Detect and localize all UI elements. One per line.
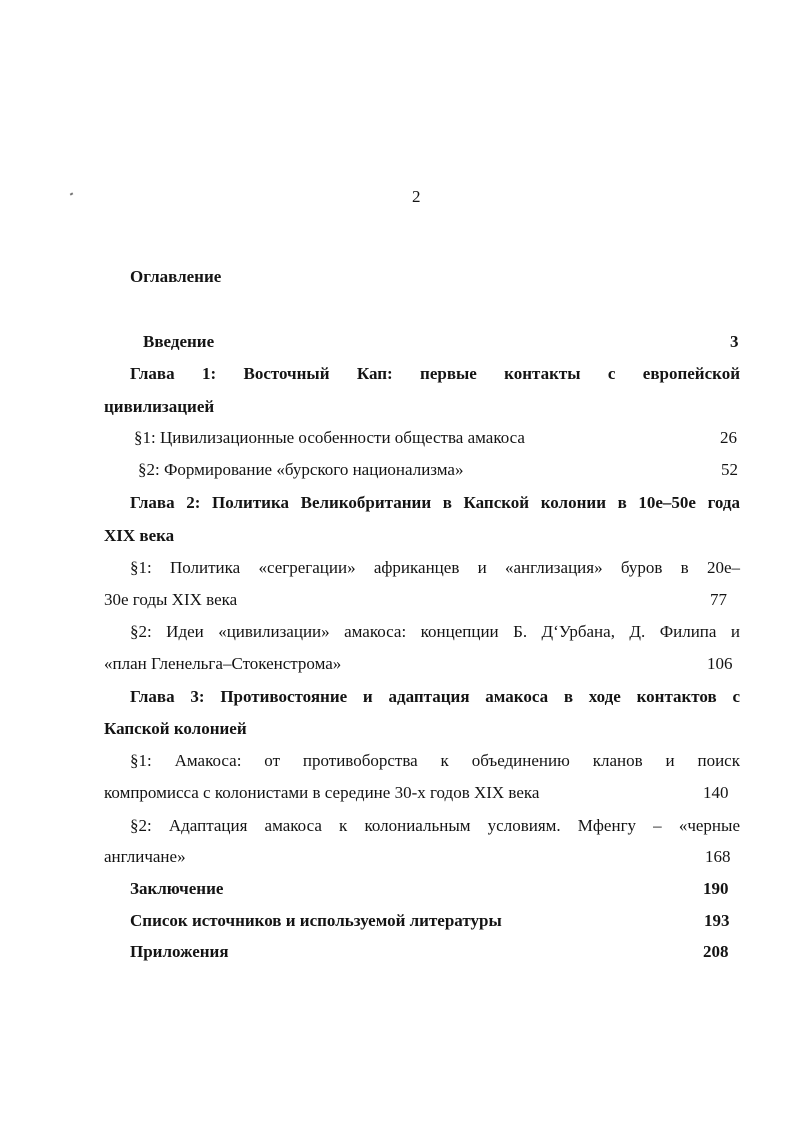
- toc-ch2-section-1-line1: §1: Политика «сегрегации» африканцев и «англизация» буров в 20е–: [130, 558, 740, 577]
- toc-ch1-section-2-page: 52: [721, 460, 738, 479]
- toc-chapter-3-line1: Глава 3: Противостояние и адаптация амакоса в ходе контактов с: [130, 687, 740, 706]
- toc-ch2-section-1-line2: 30е годы XIX века: [104, 590, 238, 609]
- toc-ch3-section-2-page: 168: [705, 847, 731, 866]
- toc-appendix-page: 208: [703, 942, 729, 961]
- scan-speck: [70, 192, 74, 195]
- toc-chapter-2-line2: XIX века: [104, 526, 175, 545]
- toc-ch3-section-2-line1: §2: Адаптация амакоса к колониальным условиям. Мфенгу – «черные: [130, 816, 740, 835]
- toc-ch2-section-1-page: 77: [710, 590, 727, 609]
- toc-ch3-section-1-line1: §1: Амакоса: от противоборства к объединению кланов и поиск: [130, 751, 740, 770]
- toc-chapter-3-line2: Капской колонией: [104, 719, 247, 738]
- toc-ch2-section-2-line2: «план Гленельга–Стокенстрома»: [104, 654, 342, 673]
- toc-ch3-section-1-page: 140: [703, 783, 729, 802]
- toc-ch1-section-1-label: §1: Цивилизационные особенности общества амакоса: [134, 428, 525, 447]
- toc-ch3-section-2-line2: англичане»: [104, 847, 186, 866]
- toc-conclusion-page: 190: [703, 879, 729, 898]
- toc-sources-label: Список источников и используемой литературы: [130, 911, 502, 930]
- page-number: 2: [412, 187, 421, 206]
- toc-chapter-1-line1: Глава 1: Восточный Кап: первые контакты с европейской: [130, 364, 740, 383]
- toc-ch2-section-2-line1: §2: Идеи «цивилизации» амакоса: концепции Б. Д‘Урбана, Д. Филипа и: [130, 622, 740, 641]
- toc-title: Оглавление: [130, 267, 222, 286]
- toc-conclusion-label: Заключение: [130, 879, 224, 898]
- toc-sources-page: 193: [704, 911, 730, 930]
- toc-appendix-label: Приложения: [130, 942, 229, 961]
- toc-ch3-section-1-line2: компромисса с колонистами в середине 30-х годов XIX века: [104, 783, 540, 802]
- toc-ch1-section-1-page: 26: [720, 428, 737, 447]
- toc-ch1-section-2-label: §2: Формирование «бурского национализма»: [138, 460, 464, 479]
- toc-ch2-section-2-page: 106: [707, 654, 733, 673]
- toc-chapter-1-line2: цивилизацией: [104, 397, 215, 416]
- toc-intro-label: Введение: [143, 332, 215, 351]
- toc-intro-page: 3: [730, 332, 739, 351]
- toc-chapter-2-line1: Глава 2: Политика Великобритании в Капской колонии в 10е–50е года: [130, 493, 740, 512]
